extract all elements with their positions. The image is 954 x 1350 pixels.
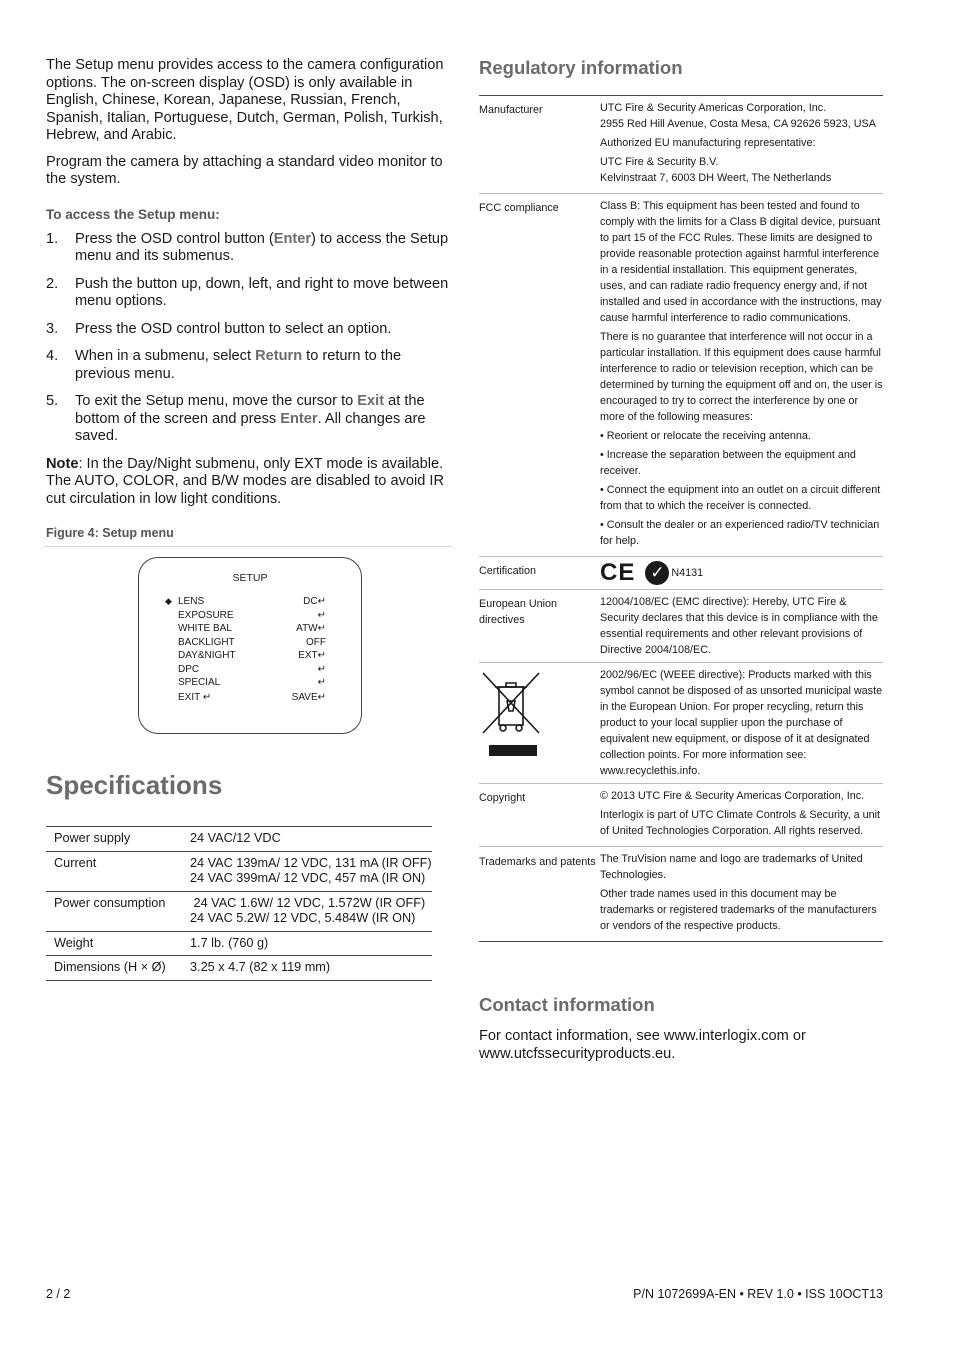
specifications-title: Specifications <box>46 770 223 800</box>
step-number: 3. <box>46 320 59 337</box>
ce-mark-icon: CE <box>600 559 636 586</box>
table-row <box>479 96 883 194</box>
table-row <box>479 663 883 784</box>
step-item <box>46 321 451 339</box>
table-row <box>46 851 432 891</box>
keyword: Enter <box>273 230 312 247</box>
keyword: Exit <box>357 393 385 409</box>
osd-row: EXIT ↵ SAVE↵ <box>178 692 326 703</box>
reg-value: The TruVision name and logo are trademarks of United Technologies. Other trade names used in this document may be trademarks or registered trademarks of the manufacturers or vendors of the respective products. <box>600 853 877 932</box>
osd-row: LENS DC↵ <box>178 596 326 607</box>
weee-bin-icon <box>479 669 543 759</box>
reg-value <box>600 557 883 590</box>
access-heading: To access the Setup menu: <box>46 206 220 222</box>
spec-value: 1.7 lb. (760 g) <box>190 935 269 950</box>
ctick-code: N4131 <box>671 567 704 579</box>
contact-text: For contact information, see www.interlogix.com or www.utcfssecurityproducts.eu. <box>479 1028 806 1062</box>
contact-section <box>479 994 883 1063</box>
contact-title: Contact information <box>479 994 655 1015</box>
selection-marker-icon: ◆ <box>165 596 172 606</box>
step-number: 4. <box>46 348 59 364</box>
osd-row: BACKLIGHT OFF <box>178 637 326 648</box>
reg-value: © 2013 UTC Fire & Security Americas Corporation, Inc. Interlogix is part of UTC Climate Controls & Security, a unit of United Technologies Corporation. All rights reserved. <box>600 790 881 837</box>
right-column <box>479 57 883 1072</box>
osd-row: DPC ↵ <box>178 664 326 675</box>
spec-value: 24 VAC 1.6W/ 12 VDC, 1.572W (IR OFF) 24 VAC 5.2W/ 12 VDC, 5.484W (IR ON) <box>190 895 426 925</box>
table-row <box>479 590 883 663</box>
table-row <box>46 956 432 981</box>
reg-value: 2002/96/EC (WEEE directive): Products marked with this symbol cannot be disposed of as unsorted municipal waste in the European Union. For proper recycling, return this product to your local supplier upon the purchase of equivalent new equipment, or dispose of it at designated collection points. For more information see: www.recyclethis.info. <box>600 669 883 777</box>
table-row <box>46 827 432 852</box>
step-text: When in a submenu, select Return to return to the previous menu. <box>75 348 402 382</box>
spec-key: Current <box>54 855 97 870</box>
spec-key: Weight <box>54 935 94 950</box>
table-row <box>46 931 432 956</box>
step-item <box>46 276 451 311</box>
spec-key: Dimensions (H × Ø) <box>54 960 166 974</box>
step-text: Press the OSD control button (Enter) to access the Setup menu and its submenus. <box>75 230 449 264</box>
keyword: Enter <box>280 410 318 427</box>
osd-row: WHITE BAL ATW↵ <box>178 623 326 634</box>
osd-row: EXPOSURE ↵ <box>178 610 326 621</box>
osd-title: SETUP <box>232 572 268 584</box>
spec-value: 24 VAC/12 VDC <box>190 831 281 845</box>
spec-value: 3.25 x 4.7 (82 x 119 mm) <box>190 960 331 974</box>
step-number: 2. <box>46 275 59 292</box>
spec-value: 24 VAC 139mA/ 12 VDC, 131 mA (IR OFF) 24 VAC 399mA/ 12 VDC, 457 mA (IR ON) <box>190 855 432 885</box>
access-steps <box>46 231 451 446</box>
step-text: Press the OSD control button to select an option. <box>75 320 392 337</box>
c-tick-icon: ✓ <box>645 561 669 585</box>
page-number: 2 / 2 <box>46 1287 71 1301</box>
table-row <box>46 891 432 931</box>
specifications-table <box>46 826 432 981</box>
intro-paragraph-2: Program the camera by attaching a standard video monitor to the system. <box>46 153 443 187</box>
step-item <box>46 231 451 266</box>
osd-row: DAY&NIGHT EXT↵ <box>178 650 326 661</box>
table-row <box>479 557 883 590</box>
left-column <box>46 57 451 981</box>
reg-value: 12004/108/EC (EMC directive): Hereby, UTC Fire & Security declares that this device is in compliance with the essential requirements and other relevant provisions of Directive 2004/108/EC. <box>600 596 878 656</box>
step-item <box>46 393 451 446</box>
table-row <box>479 784 883 847</box>
spec-key: Power consumption <box>54 895 166 910</box>
regulatory-title: Regulatory information <box>479 57 683 78</box>
reg-key: FCC compliance <box>479 202 559 214</box>
reg-key: Copyright <box>479 792 526 804</box>
step-text: To exit the Setup menu, move the cursor to Exit at the bottom of the screen and press Enter. All changes are saved. <box>75 393 426 444</box>
reg-key: Certification <box>479 565 537 577</box>
reg-key: Manufacturer <box>479 104 543 116</box>
reg-key: Trademarks and patents <box>479 856 596 868</box>
step-item <box>46 348 451 383</box>
step-number: 5. <box>46 393 59 409</box>
note: Note: In the Day/Night submenu, only EXT mode is available. The AUTO, COLOR, and B/W modes are disabled to avoid IR cut circulation in low light conditions. <box>46 455 444 507</box>
keyword: Return <box>255 348 303 364</box>
reg-key: European Union directives <box>479 598 558 626</box>
table-row <box>479 194 883 557</box>
step-text: Push the button up, down, left, and right to move between menu options. <box>75 275 449 309</box>
osd-setup-menu <box>138 557 362 734</box>
regulatory-table <box>479 95 883 942</box>
reg-value: UTC Fire & Security Americas Corporation, Inc. 2955 Red Hill Avenue, Costa Mesa, CA 92626 5923, USA Authorized EU manufacturing representative: UTC Fire & Security B.V. Kelvinstraat 7, 6003 DH Weert, The Netherlands <box>600 102 876 184</box>
osd-row: SPECIAL ↵ <box>178 677 326 688</box>
table-row <box>479 847 883 942</box>
part-number: P/N 1072699A-EN • REV 1.0 • ISS 10OCT13 <box>633 1287 883 1301</box>
reg-value: Class B: This equipment has been tested and found to comply with the limits for a Class B digital device, pursuant to part 15 of the FCC Rules. These limits are designed to provide reasonable protection against harmful interference in a residential installation. This equipment generates, uses, and can radiate radio frequency energy and, if not installed and used in accordance with the instructions, may cause harmful interference to radio communications. There is no guarantee that interference will not occur in a particular installation. If this equipment does cause harmful interference to radio or television reception, which can be determined by turning the equipment off and on, the user is encouraged to try to correct the interference by one or more of the following measures: • Reorient or relocate the receiving antenna. • Increase the separation between the equipment and receiver. • Connect the equipment into an outlet on a circuit different from that to which the receiver is connected. • Consult the dealer or an experienced radio/TV technician for help. <box>600 200 883 547</box>
spec-key: Power supply <box>54 831 131 845</box>
weee-cell <box>479 663 600 784</box>
figure-caption: Figure 4: Setup menu <box>44 526 452 547</box>
step-number: 1. <box>46 230 59 247</box>
intro-paragraph: The Setup menu provides access to the camera configuration options. The on-screen display (OSD) is only available in English, Chinese, Korean, Japanese, Russian, French, Spanish, Italian, Portuguese, Dutch, German, Polish, Turkish, Hebrew, and Arabic. <box>46 57 444 143</box>
